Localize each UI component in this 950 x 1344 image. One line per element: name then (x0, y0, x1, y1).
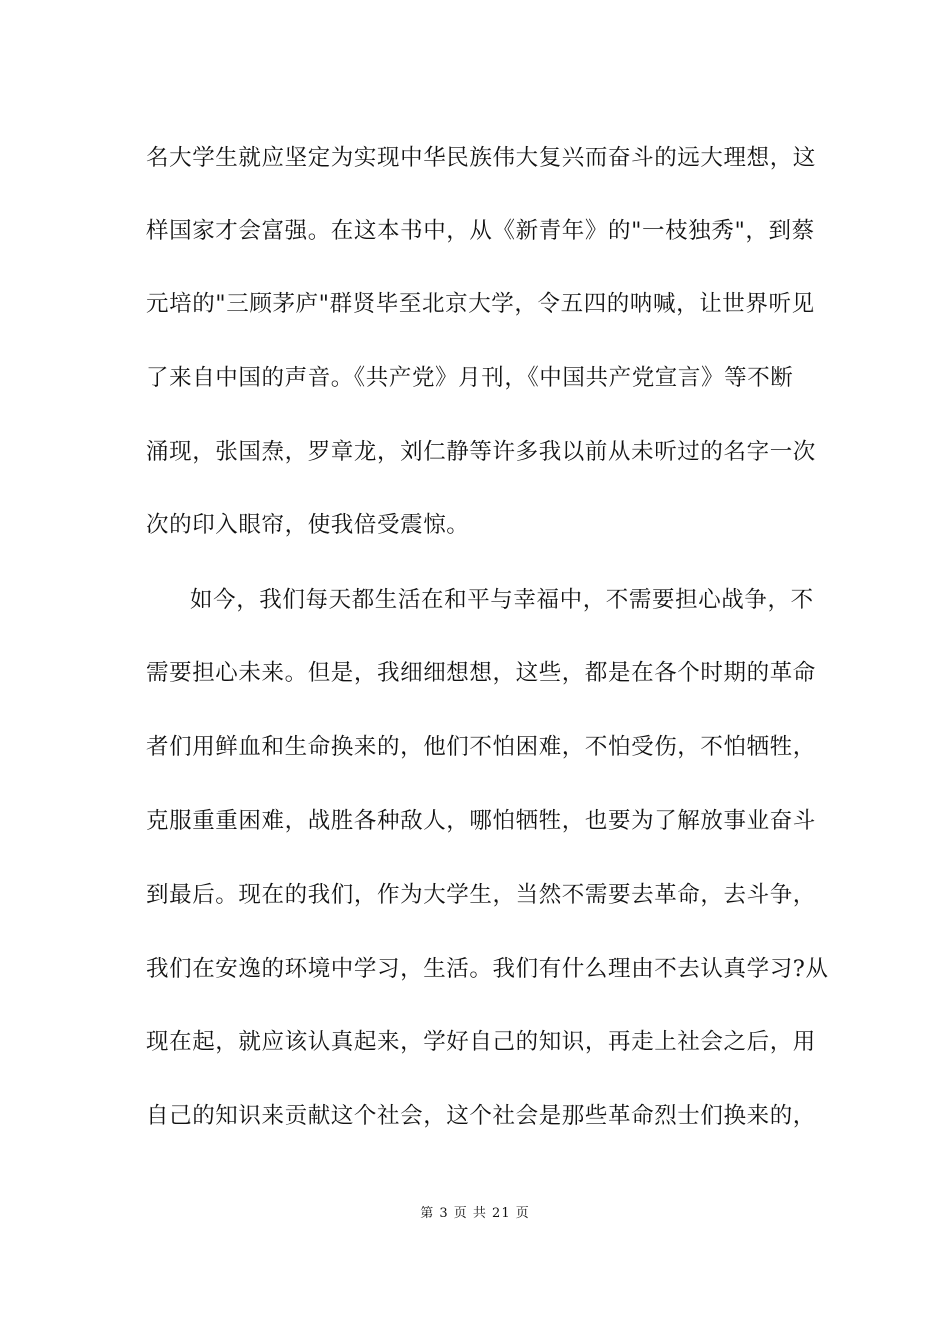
text-line: 我们在安逸的环境中学习，生活。我们有什么理由不去认真学习?从 (146, 956, 829, 982)
text-line: 样国家才会富强。在这本书中，从《新青年》的"一枝独秀"，到蔡 (146, 218, 815, 244)
text-line: 现在起，就应该认真起来，学好自己的知识，再走上社会之后，用 (146, 1029, 816, 1055)
text-line: 名大学生就应坚定为实现中华民族伟大复兴而奋斗的远大理想，这 (146, 145, 816, 171)
text-line: 需要担心未来。但是，我细细想想，这些，都是在各个时期的革命 (146, 660, 816, 686)
text-line: 者们用鲜血和生命换来的，他们不怕困难，不怕受伤，不怕牺牲， (146, 734, 816, 760)
text-line: 元培的"三顾茅庐"群贤毕至北京大学，令五四的呐喊，让世界听见 (146, 291, 815, 317)
text-line: 自己的知识来贡献这个社会，这个社会是那些革命烈士们换来的， (146, 1103, 816, 1129)
page-number-footer: 第 3 页 共 21 页 (420, 1206, 530, 1221)
text-line: 涌现，张国焘，罗章龙，刘仁静等许多我以前从未听过的名字一次 (146, 439, 816, 465)
text-line: 了来自中国的声音。《共产党》月刊，《中国共产党宣言》等不断 (146, 365, 794, 391)
text-line: 到最后。现在的我们，作为大学生，当然不需要去革命，去斗争， (146, 882, 816, 908)
text-line: 克服重重困难，战胜各种敌人，哪怕牺牲，也要为了解放事业奋斗 (146, 808, 816, 834)
paragraph-first-line: 如今，我们每天都生活在和平与幸福中，不需要担心战争，不 (190, 587, 814, 613)
text-line: 次的印入眼帘，使我倍受震惊。 (146, 512, 470, 538)
